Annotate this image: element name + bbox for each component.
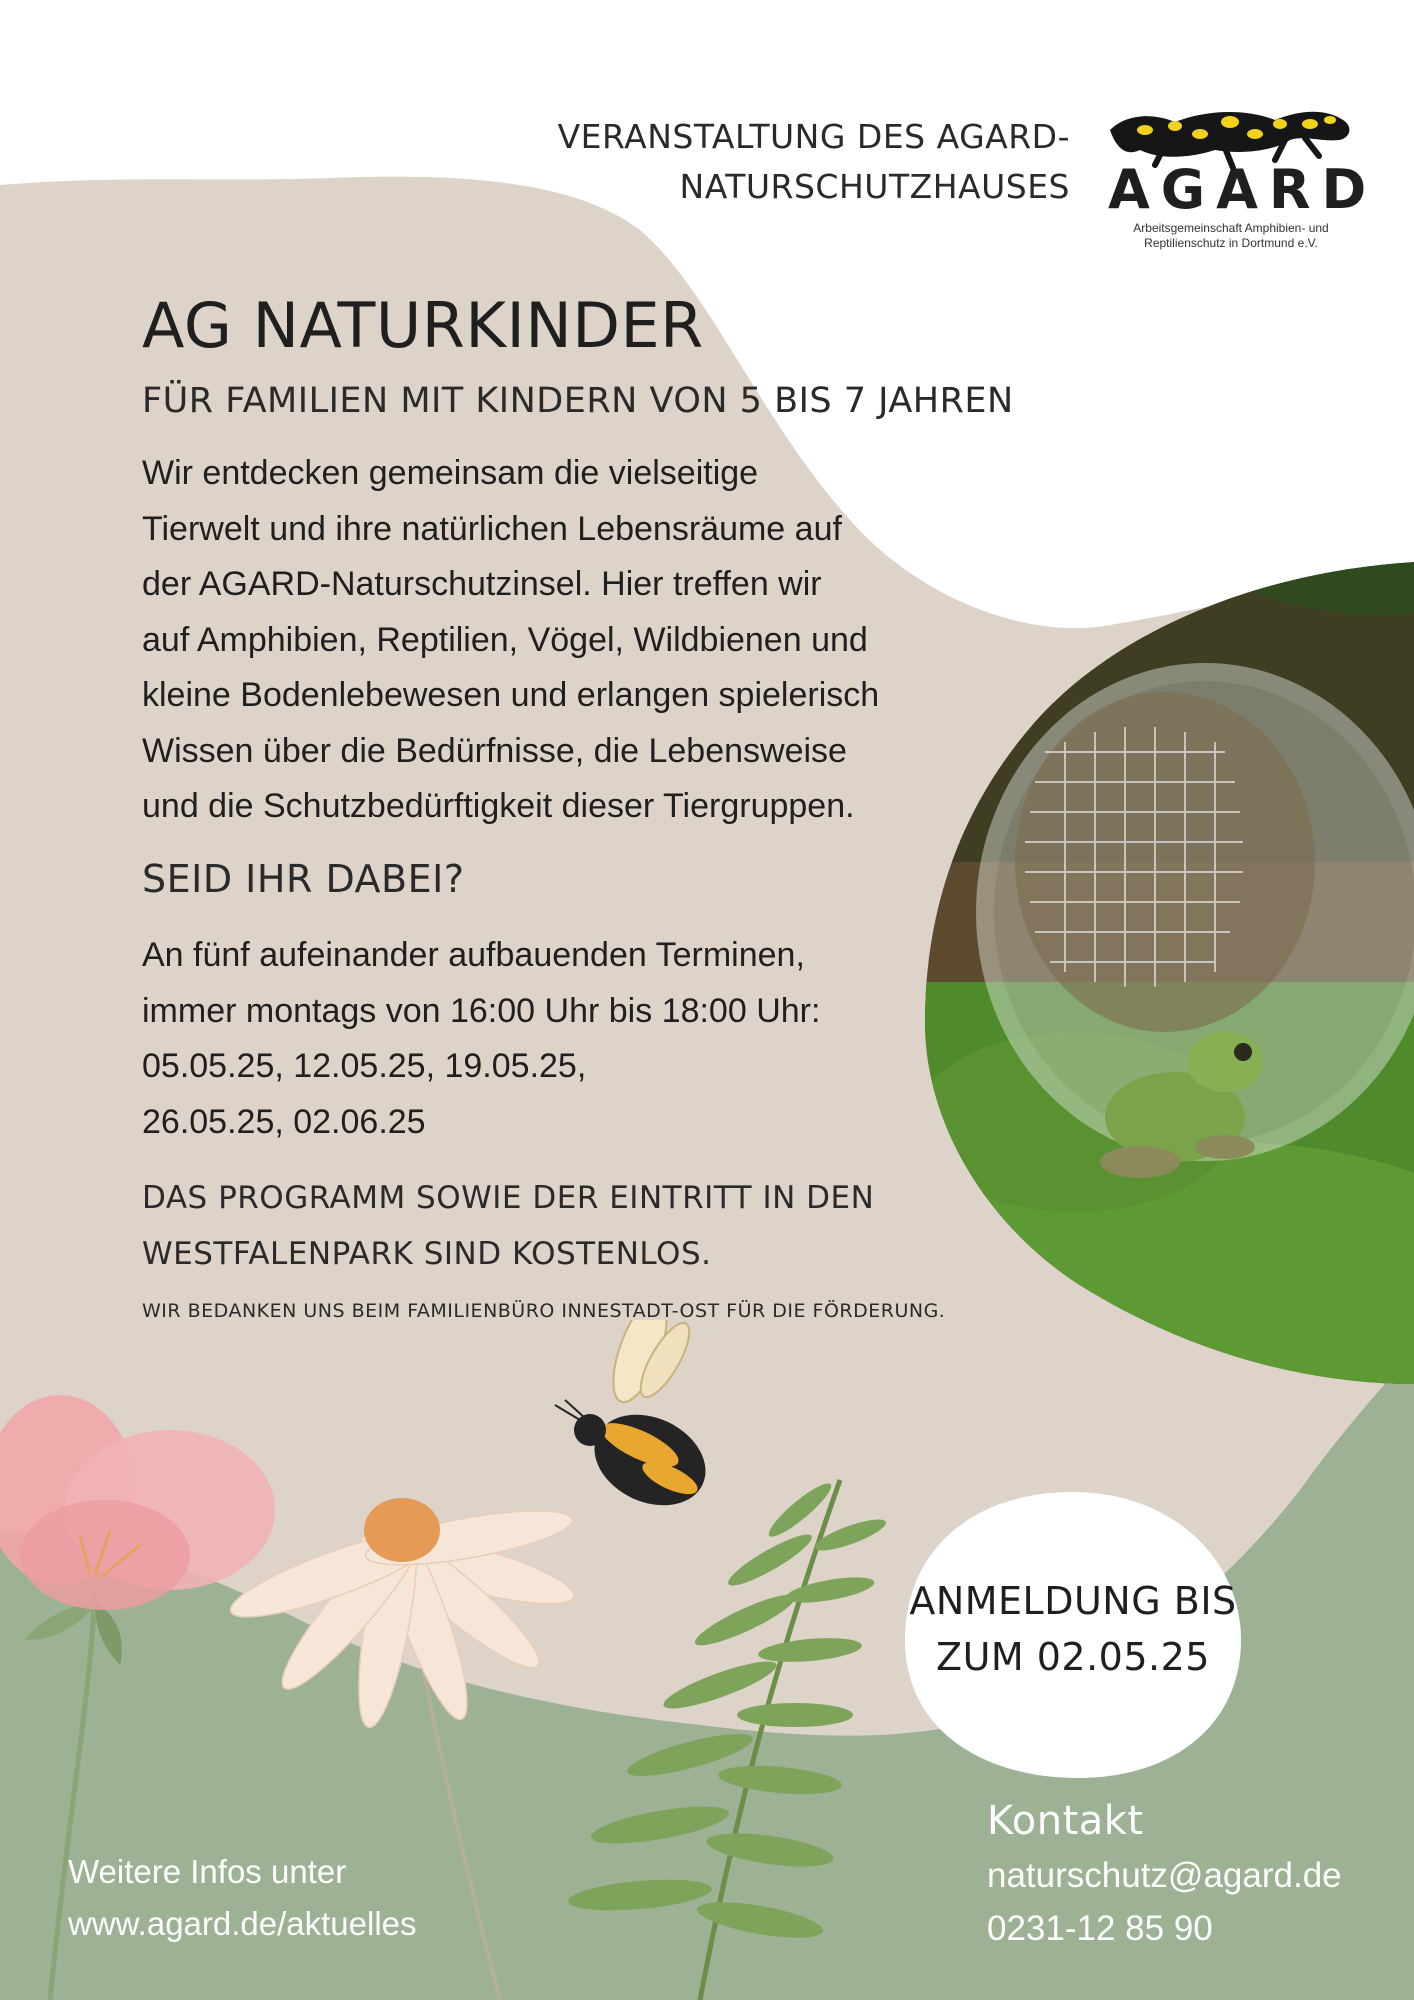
logo-wordmark: AGARD bbox=[1108, 158, 1378, 221]
description-line: Wissen über die Bedürfnisse, die Lebensweise bbox=[142, 731, 847, 770]
description-line: der AGARD-Naturschutzinsel. Hier treffen wir bbox=[142, 565, 822, 603]
fern-icon bbox=[567, 1477, 889, 2000]
dates-line: 05.05.25, 12.05.25, 19.05.25, bbox=[142, 1047, 587, 1085]
dates-text bbox=[142, 928, 942, 1150]
free-admission-line2: WESTFALENPARK SIND KOSTENLOS. bbox=[142, 1236, 712, 1272]
contact-details bbox=[987, 1849, 1342, 1955]
registration-line1: ANMELDUNG BIS bbox=[909, 1579, 1237, 1623]
logo-subtitle-line2: Reptilienschutz in Dortmund e.V. bbox=[1144, 236, 1318, 250]
description-line: auf Amphibien, Reptilien, Vögel, Wildbienen und bbox=[142, 620, 868, 659]
page-title: AG NATURKINDER bbox=[142, 289, 704, 362]
event-organizer-header bbox=[520, 112, 1070, 212]
thanks-note: WIR BEDANKEN UNS BEIM FAMILIENBÜRO INNESTADT-OST FÜR DIE FÖRDERUNG. bbox=[142, 1300, 946, 1322]
frog-in-plastic-cup-photo bbox=[925, 562, 1414, 1384]
logo-subtitle bbox=[1100, 221, 1362, 251]
contact-phone[interactable]: 0231-12 85 90 bbox=[987, 1909, 1213, 1948]
dates-line: immer montags von 16:00 Uhr bis 18:00 Uhr: bbox=[142, 991, 821, 1030]
dates-line: 26.05.25, 02.06.25 bbox=[142, 1102, 426, 1141]
bumblebee-icon bbox=[555, 1320, 720, 1523]
question-heading: SEID IHR DABEI? bbox=[142, 857, 465, 901]
free-admission-note bbox=[142, 1170, 962, 1282]
more-info-label: Weitere Infos unter bbox=[68, 1853, 347, 1890]
description-text bbox=[142, 446, 982, 835]
more-info bbox=[68, 1846, 417, 1950]
contact-email-link[interactable]: naturschutz@agard.de bbox=[987, 1856, 1342, 1895]
registration-line2: ZUM 02.05.25 bbox=[936, 1635, 1210, 1679]
description-line: kleine Bodenlebewesen und erlangen spielerisch bbox=[142, 676, 880, 714]
more-info-link[interactable]: www.agard.de/aktuelles bbox=[68, 1905, 417, 1942]
description-line: und die Schutzbedürftigkeit dieser Tiergruppen. bbox=[142, 787, 855, 825]
registration-deadline bbox=[903, 1573, 1243, 1685]
dates-line: An fünf aufeinander aufbauenden Terminen, bbox=[142, 936, 805, 974]
logo-subtitle-line1: Arbeitsgemeinschaft Amphibien- und bbox=[1133, 221, 1329, 235]
free-admission-line1: DAS PROGRAMM SOWIE DER EINTRITT IN DEN bbox=[142, 1180, 875, 1216]
page-subtitle: FÜR FAMILIEN MIT KINDERN VON 5 BIS 7 JAHREN bbox=[142, 381, 1014, 421]
event-organizer-line2: NATURSCHUTZHAUSES bbox=[679, 167, 1070, 206]
event-organizer-line1: VERANSTALTUNG DES AGARD- bbox=[557, 117, 1070, 156]
contact-heading: Kontakt bbox=[987, 1798, 1144, 1844]
description-line: Wir entdecken gemeinsam die vielseitige bbox=[142, 454, 759, 492]
description-line: Tierwelt und ihre natürlichen Lebensräume auf bbox=[142, 509, 842, 548]
